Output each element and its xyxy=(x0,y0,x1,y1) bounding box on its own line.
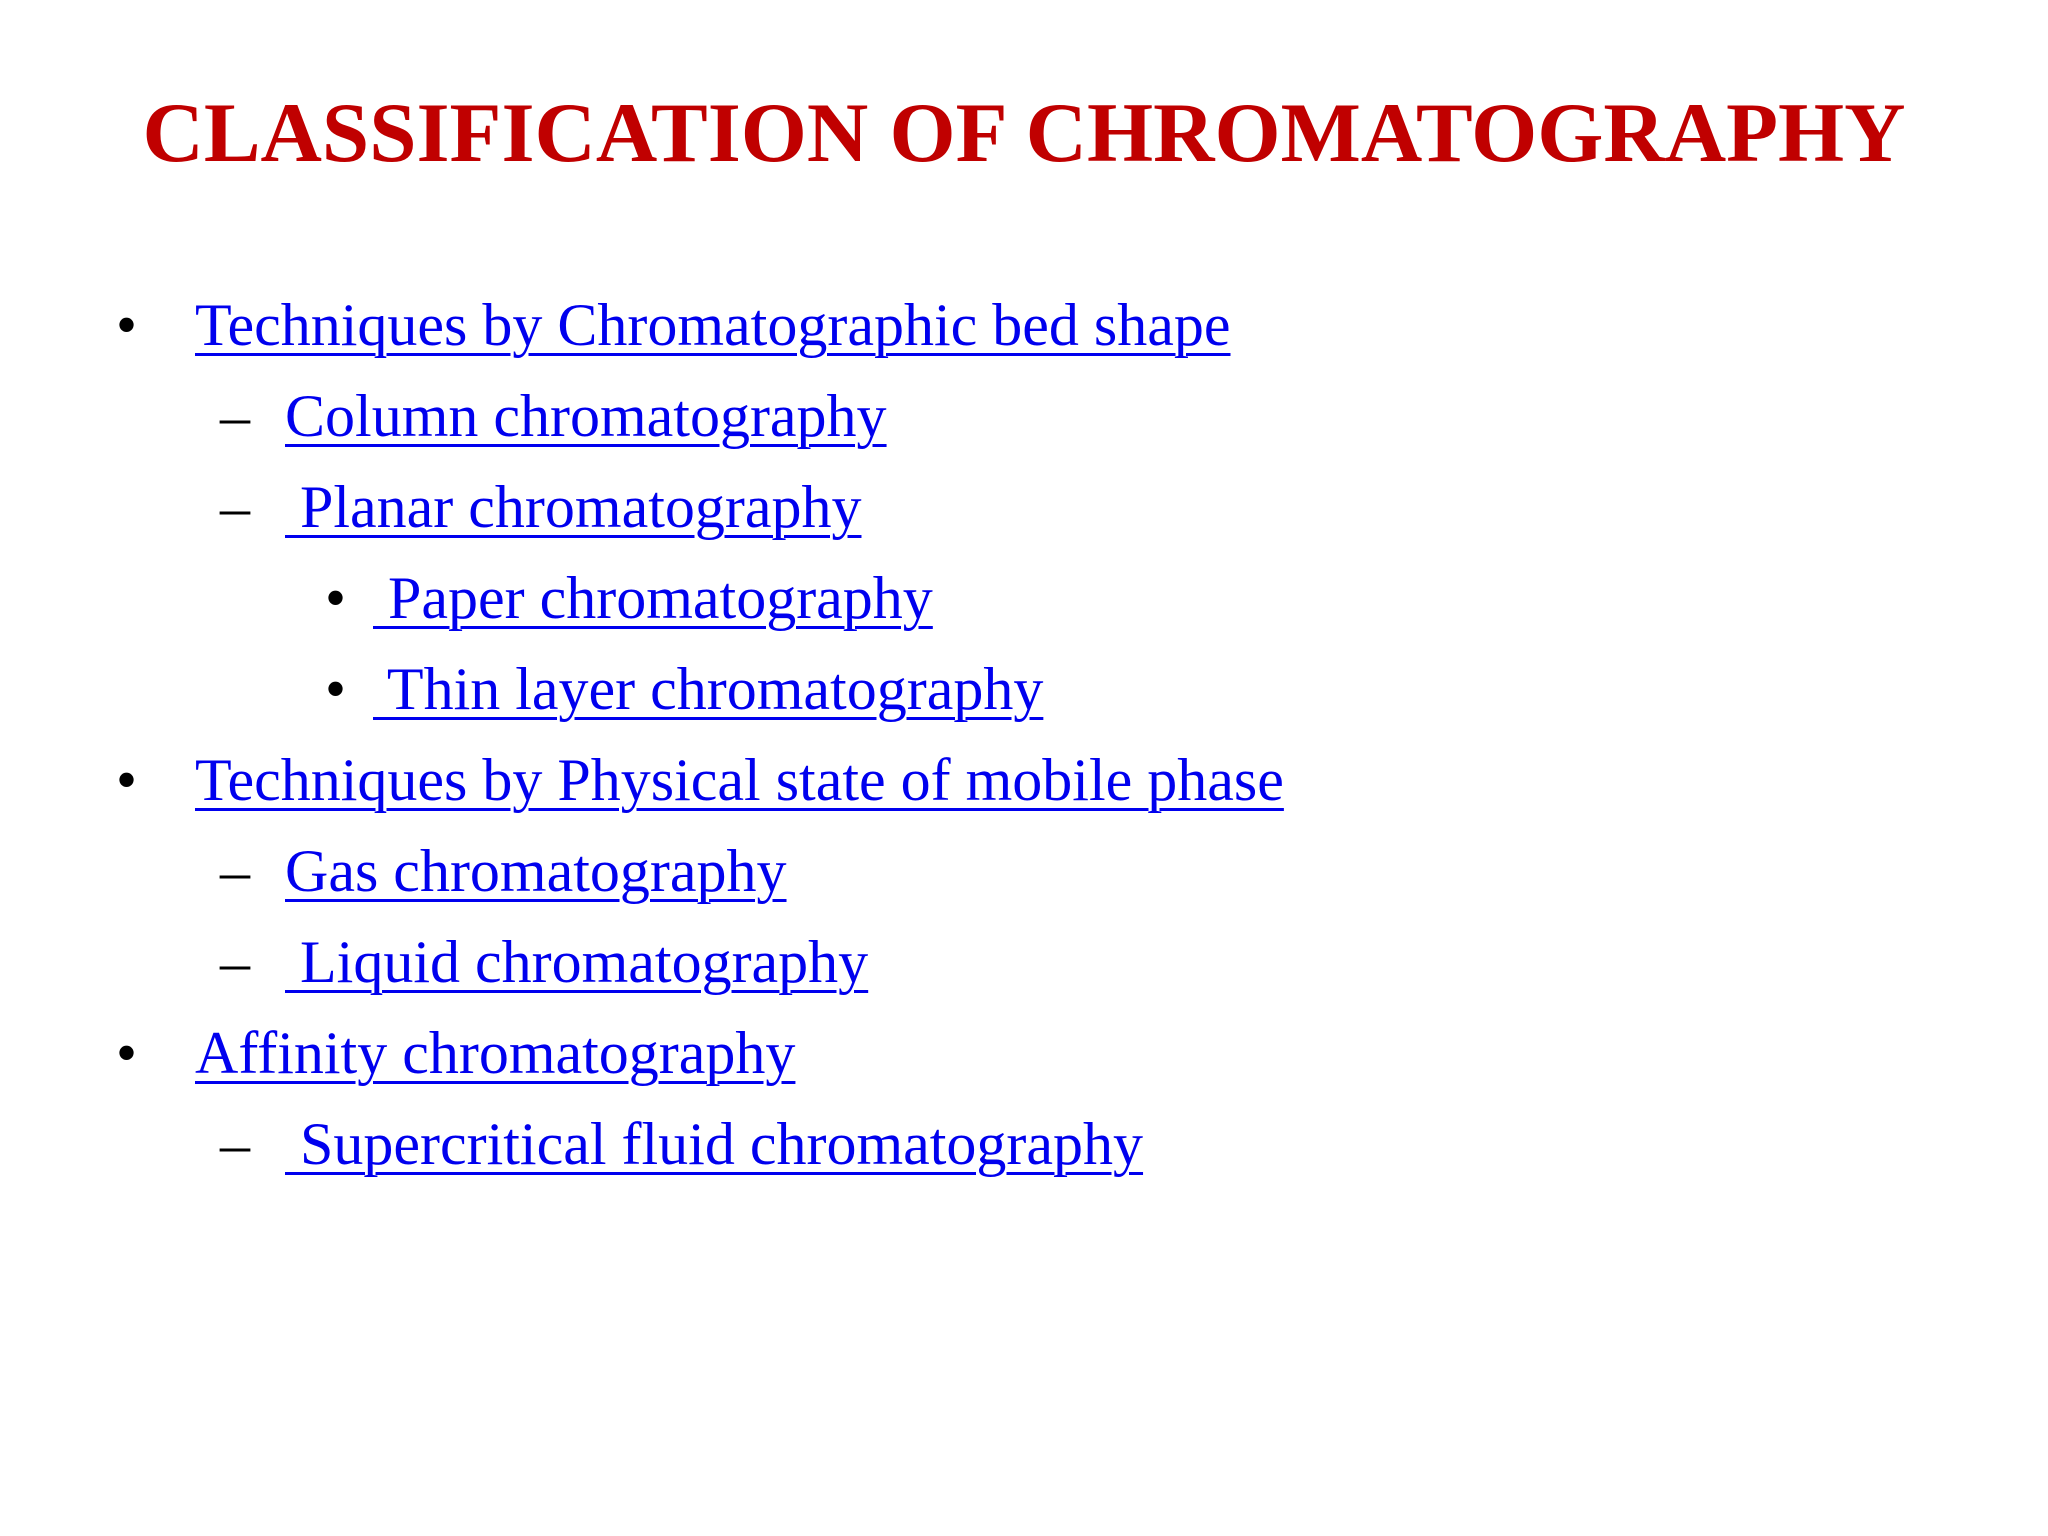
bullet-marker: • xyxy=(116,747,138,813)
slide-title: CLASSIFICATION OF CHROMATOGRAPHY xyxy=(142,86,1906,180)
dash-marker: – xyxy=(220,474,250,540)
list-item-paper xyxy=(0,553,933,643)
dash-marker: – xyxy=(220,838,250,904)
bullet-marker: • xyxy=(325,565,347,631)
list-item-column xyxy=(0,371,887,461)
list-item-mobile-phase xyxy=(0,735,1284,825)
link-thin-layer-chromatography[interactable]: Thin layer chromatography xyxy=(373,656,1044,722)
list-item-supercritical xyxy=(0,1099,1144,1189)
link-supercritical-fluid-chromatography[interactable]: Supercritical fluid chromatography xyxy=(285,1111,1144,1177)
bullet-marker: • xyxy=(116,292,138,358)
dash-marker: – xyxy=(220,1111,250,1177)
link-gas-chromatography[interactable]: Gas chromatography xyxy=(285,838,787,904)
link-techniques-bed-shape[interactable]: Techniques by Chromatographic bed shape xyxy=(195,292,1231,358)
dash-marker: – xyxy=(220,383,250,449)
list-item-liquid xyxy=(0,917,869,1007)
link-liquid-chromatography[interactable]: Liquid chromatography xyxy=(285,929,869,995)
list-item-bed-shape xyxy=(0,280,1231,370)
bullet-marker: • xyxy=(116,1020,138,1086)
list-item-thin-layer xyxy=(0,644,1044,734)
link-paper-chromatography[interactable]: Paper chromatography xyxy=(373,565,933,631)
link-column-chromatography[interactable]: Column chromatography xyxy=(285,383,887,449)
list-item-planar xyxy=(0,462,862,552)
link-affinity-chromatography[interactable]: Affinity chromatography xyxy=(195,1020,796,1086)
list-item-gas xyxy=(0,826,787,916)
link-planar-chromatography[interactable]: Planar chromatography xyxy=(285,474,862,540)
dash-marker: – xyxy=(220,929,250,995)
bullet-marker: • xyxy=(325,656,347,722)
list-item-affinity xyxy=(0,1008,796,1098)
link-techniques-mobile-phase[interactable]: Techniques by Physical state of mobile phase xyxy=(195,747,1284,813)
